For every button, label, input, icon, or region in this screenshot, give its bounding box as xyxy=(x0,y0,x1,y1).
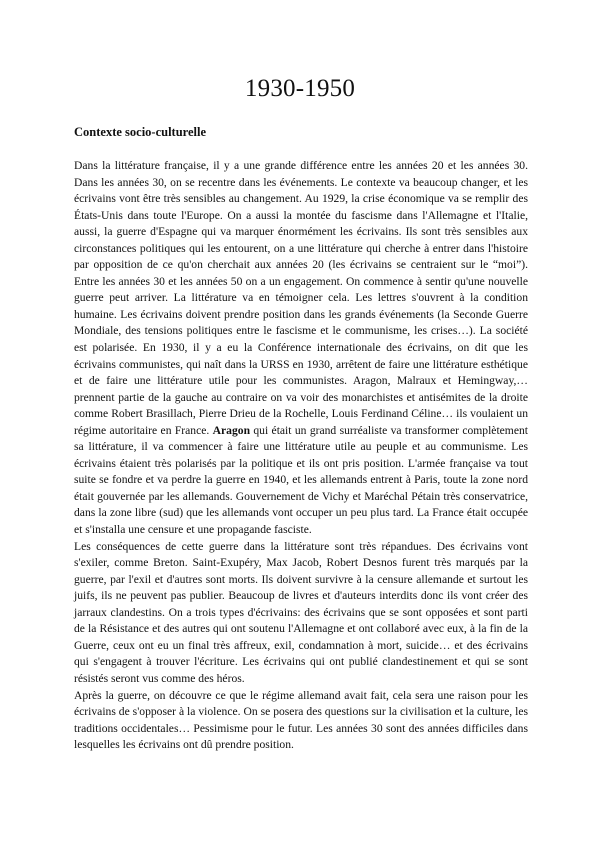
page-title: 1930-1950 xyxy=(244,75,356,102)
bold-name-aragon: Aragon xyxy=(212,423,251,437)
section-heading: Contexte socio-culturelle xyxy=(74,125,207,139)
paragraph-after-war: Après la guerre, on découvre ce que le régime allemand avait fait, cela sera une raison pour les écrivains de s'opposer à la violence. On se posera des questions sur la civilisation et la culture, les traditions occidentales… Pessimisme pour le futur. Les années 30 sont des années difficiles dans lesquelles les écrivains ont dû prendre position. xyxy=(74,688,528,752)
body-text xyxy=(74,158,528,754)
paragraph-context-part-2: qui était un grand surréaliste va transformer complètement sa littérature, il va commencer à faire une littérature utile au peuple et au communisme. Les écrivains étaient très polarisés par la politique et ils ont pris position. L'armée française va tout suite se fondre et va perdre la guerre en 1940, et les allemands entrent à Paris, toute la zone nord était gouvernée par les allemands. Gouvernement de Vichy et Maréchal Pétain très conservatrice, dans la zone libre (sud) que les allemands vont occuper un peu plus tard. La France était occupée et s'installa une censure et une propagande fasciste. xyxy=(74,423,528,537)
paragraph-context xyxy=(74,158,528,539)
paragraph-consequences: Les conséquences de cette guerre dans la littérature sont très répandues. Des écrivains vont s'exiler, comme Breton. Saint-Exupéry, Max Jacob, Robert Desnos furent très marqués par la guerre, par l'exil et d'autres sont morts. Ils doivent survivre à la censure allemande et surtout les juifs, ils ne peuvent pas publier. Beaucoup de livres et d'auteurs interdits donc ils vont créer des jarraux clandestins. On a trois types d'écrivains: des écrivains que se sont opposées et sont parti de la Résistance et des autres qui ont soutenu l'Allemagne et ont collaboré avec eux, à la fin de la Guerre, ceux ont eu un final très affreux, exil, condamnation à mort, suicide… et des écrivains qui s'engagent à trouver l'écriture. Les écrivains qui ont publié clandestinement et qui se sont résistés seront vus comme des héros. xyxy=(74,539,528,685)
paragraph-context-part-1: Dans la littérature française, il y a une grande différence entre les années 20 et les années 30. Dans les années 30, on se recentre dans les événements. Le contexte va beaucoup changer, et les écrivains vont être très sensibles au changement. Au 1929, la crise économique va se remplir des États-Unis dans toute l'Europe. On a aussi la montée du fascisme dans l'Allemagne et l'Italie, aussi, la guerre d'Espagne qui va marquer énormément les écrivains. Ils sont très sensibles aux circonstances politiques qui les entourent, on a une littérature qui cherche à entrer dans l'histoire par opposition de ce qu'on cherchait aux années 20 (les écrivains se centraient sur le “moi”). Entre les années 30 et les années 50 on a un engagement. On commence à sentir qu'une nouvelle guerre peut arriver. La littérature va en témoigner cela. Les lettres s'ouvrent à la condition humaine. Les écrivains doivent prendre position dans les grands événements (la Seconde Guerre Mondiale, des tensions politiques entre le fascisme et le communisme, les crises…). La société est polarisée. En 1930, il y a eu la Conférence internationale des écrivains, on dit que les écrivains communistes, qui naît dans la URSS en 1930, arrêtent de faire une littérature esthétique et de faire une littérature utile pour les communistes. Aragon, Malraux et Hemingway,… prennent partie de la gauche au contraire on va voir des monarchistes et antisémites de la droite comme Robert Brasillach, Pierre Drieu de la Rochelle, Louis Ferdinand Céline… ils voulaient un régime autoritaire en France. xyxy=(74,159,528,437)
